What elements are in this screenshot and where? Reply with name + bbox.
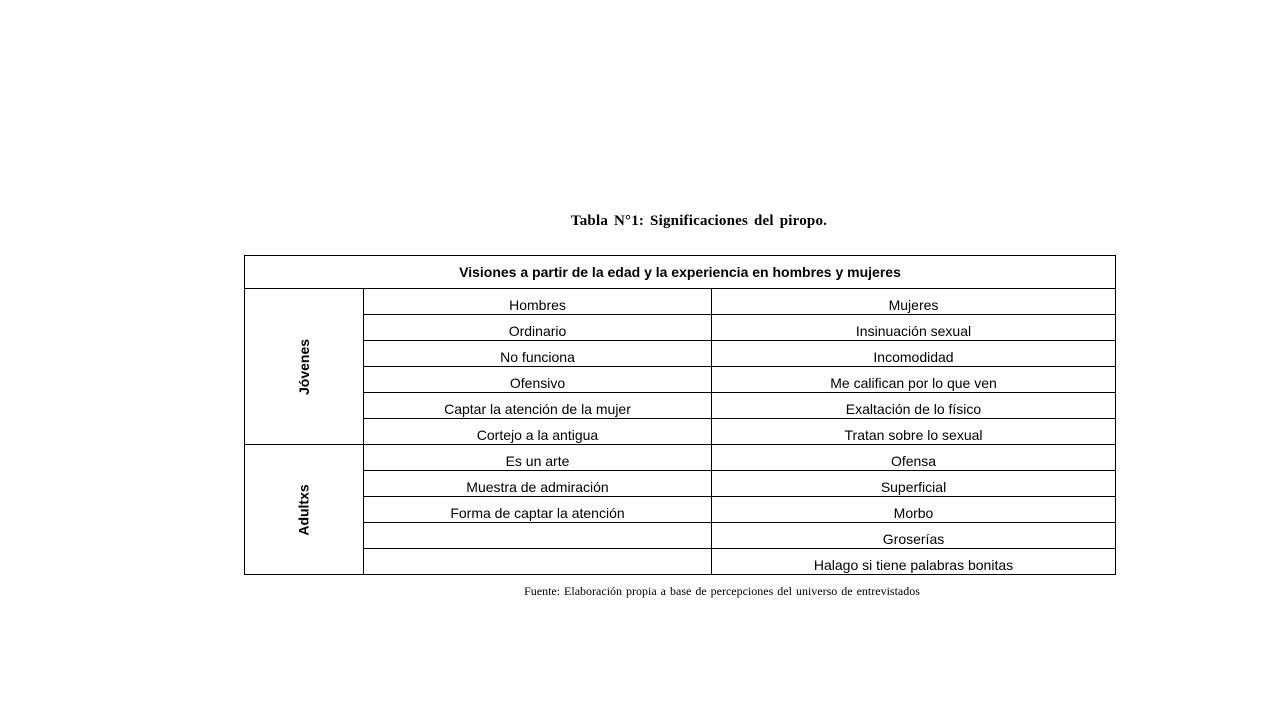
cell-hombres: Hombres: [364, 289, 712, 315]
cell-mujeres: Morbo: [712, 497, 1116, 523]
cell-hombres: Captar la atención de la mujer: [364, 393, 712, 419]
table-row: [245, 393, 1116, 419]
cell-hombres: No funciona: [364, 341, 712, 367]
cell-mujeres: Ofensa: [712, 445, 1116, 471]
table-row: [245, 523, 1116, 549]
table-row: [245, 367, 1116, 393]
cell-hombres: Es un arte: [364, 445, 712, 471]
table-header: Visiones a partir de la edad y la experiencia en hombres y mujeres: [245, 256, 1116, 289]
cell-mujeres: Me califican por lo que ven: [712, 367, 1116, 393]
cell-hombres: Ofensivo: [364, 367, 712, 393]
table-row: [245, 549, 1116, 575]
group-label-text: Jóvenes: [295, 338, 312, 395]
cell-mujeres: Incomodidad: [712, 341, 1116, 367]
table-row: [245, 289, 1116, 315]
cell-mujeres: Insinuación sexual: [712, 315, 1116, 341]
table-row: [245, 471, 1116, 497]
table-header-row: [245, 256, 1116, 289]
table-row: [245, 341, 1116, 367]
cell-mujeres: Groserías: [712, 523, 1116, 549]
cell-mujeres: Halago si tiene palabras bonitas: [712, 549, 1116, 575]
cell-hombres: Cortejo a la antigua: [364, 419, 712, 445]
cell-hombres: [364, 549, 712, 575]
cell-mujeres: Mujeres: [712, 289, 1116, 315]
cell-mujeres: Superficial: [712, 471, 1116, 497]
source-note: Fuente: Elaboración propia a base de percepciones del universo de entrevistados: [524, 584, 920, 598]
group-label-adultxs: [245, 445, 364, 575]
perceptions-table: [244, 255, 1116, 575]
cell-mujeres: Exaltación de lo físico: [712, 393, 1116, 419]
table-title: Tabla N°1: Significaciones del piropo.: [570, 213, 828, 229]
cell-hombres: Forma de captar la atención: [364, 497, 712, 523]
cell-mujeres: Tratan sobre lo sexual: [712, 419, 1116, 445]
cell-hombres: [364, 523, 712, 549]
cell-hombres: Muestra de admiración: [364, 471, 712, 497]
cell-hombres: Ordinario: [364, 315, 712, 341]
table-row: [245, 315, 1116, 341]
table-row: [245, 497, 1116, 523]
table-row: [245, 445, 1116, 471]
group-label-text: Adultxs: [296, 483, 312, 536]
group-label-jovenes: [245, 289, 364, 445]
table-row: [245, 419, 1116, 445]
